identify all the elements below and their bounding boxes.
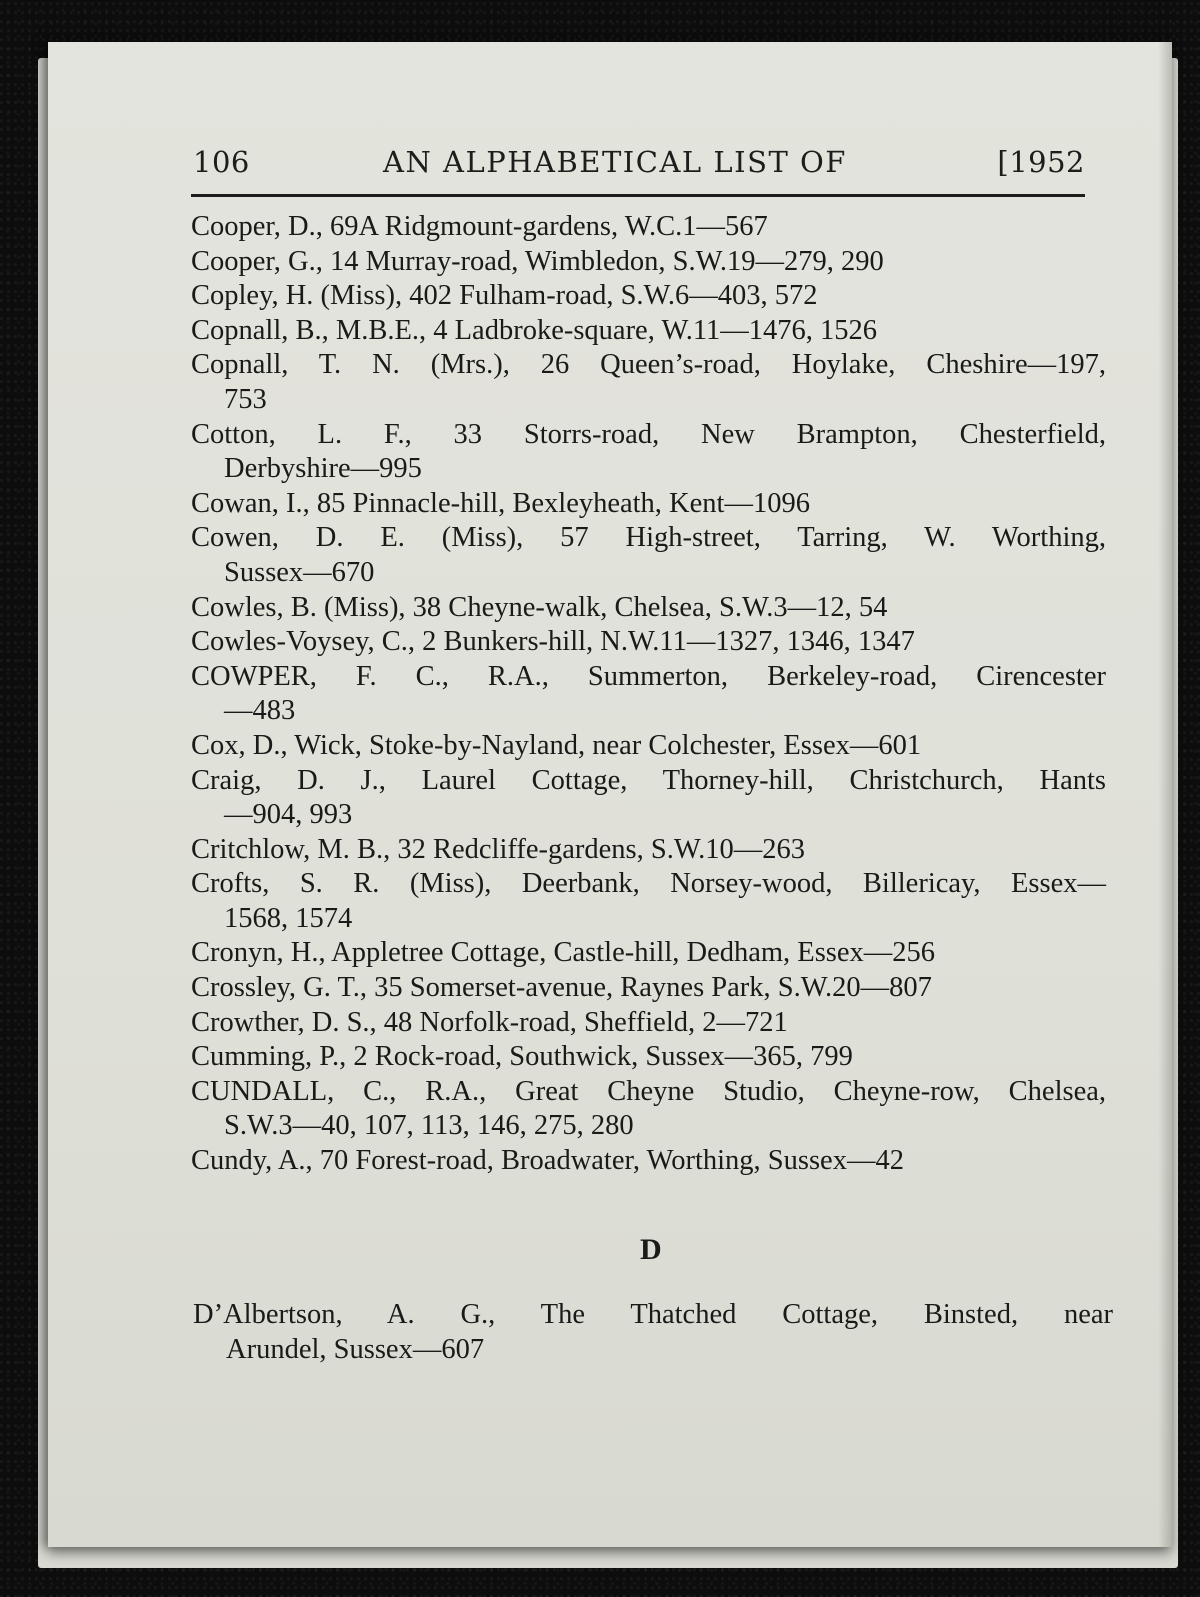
entry-continuation: 1568, 1574 — [224, 902, 353, 934]
entry-continuation: Sussex—670 — [224, 556, 375, 588]
entry-line: Craig, D. J., Laurel Cottage, Thorney-hill, Christchurch, Hants — [191, 764, 1106, 796]
entry-line: Cowles, B. (Miss), 38 Cheyne-walk, Chelsea, S.W.3—12, 54 — [191, 591, 888, 623]
running-title: AN ALPHABETICAL LIST OF — [383, 145, 847, 179]
list-entry — [191, 1006, 1106, 1041]
section-heading: D — [640, 1233, 662, 1266]
entry-line: CUNDALL, C., R.A., Great Cheyne Studio, Cheyne-row, Chelsea, — [191, 1075, 1106, 1107]
entry-line: Critchlow, M. B., 32 Redcliffe-gardens, S.W.10—263 — [191, 833, 806, 865]
entry-continuation: —904, 993 — [224, 799, 353, 831]
list-entry — [191, 279, 1106, 314]
list-entry — [191, 487, 1106, 522]
entry-line: Cowles-Voysey, C., 2 Bunkers-hill, N.W.11—1327, 1346, 1347 — [191, 626, 915, 658]
entry-line: Cotton, L. F., 33 Storrs-road, New Brampton, Chesterfield, — [191, 418, 1106, 450]
list-entry — [191, 591, 1106, 626]
entry-continuation: 753 — [224, 383, 267, 415]
list-entry — [191, 833, 1106, 868]
list-entry — [191, 210, 1106, 245]
entry-line: Cooper, G., 14 Murray-road, Wimbledon, S.W.19—279, 290 — [191, 245, 884, 277]
entry-line: D’Albertson, A. G., The Thatched Cottage, Binsted, near — [193, 1299, 1113, 1330]
entry-line: Crofts, S. R. (Miss), Deerbank, Norsey-wood, Billericay, Essex— — [191, 868, 1106, 900]
entry-line: Crossley, G. T., 35 Somerset-avenue, Raynes Park, S.W.20—807 — [191, 972, 932, 1004]
list-entry — [191, 971, 1106, 1006]
entry-continuation: —483 — [224, 695, 296, 727]
list-entry — [191, 867, 1106, 936]
entry-continuation: Derbyshire—995 — [224, 453, 422, 485]
running-header — [193, 145, 1085, 185]
list-entry — [191, 418, 1106, 487]
entry-continuation: Arundel, Sussex—607 — [226, 1333, 485, 1365]
list-entry — [191, 1075, 1106, 1144]
list-entry — [191, 1040, 1106, 1075]
entry-line: Crowther, D. S., 48 Norfolk-road, Sheffield, 2—721 — [191, 1006, 788, 1038]
list-entry — [191, 1144, 1106, 1179]
entry-list-d — [193, 1298, 1113, 1367]
entry-line: Cowen, D. E. (Miss), 57 High-street, Tarring, W. Worthing, — [191, 522, 1106, 554]
header-rule — [191, 194, 1085, 197]
entry-line: Cox, D., Wick, Stoke-by-Nayland, near Colchester, Essex—601 — [191, 729, 922, 761]
entry-line: Cowan, I., 85 Pinnacle-hill, Bexleyheath, Kent—1096 — [191, 487, 810, 519]
entry-line: Copley, H. (Miss), 402 Fulham-road, S.W.6—403, 572 — [191, 280, 818, 312]
list-entry — [191, 764, 1106, 833]
list-entry — [191, 936, 1106, 971]
list-entry — [191, 729, 1106, 764]
entry-line: Cundy, A., 70 Forest-road, Broadwater, Worthing, Sussex—42 — [191, 1145, 904, 1177]
entry-continuation: S.W.3—40, 107, 113, 146, 275, 280 — [224, 1110, 634, 1142]
entry-line: Cumming, P., 2 Rock-road, Southwick, Sussex—365, 799 — [191, 1041, 853, 1073]
page-number: 106 — [193, 145, 250, 179]
list-entry — [193, 1298, 1113, 1367]
list-entry — [191, 625, 1106, 660]
entry-list — [191, 210, 1106, 1179]
header-year: [1952 — [997, 145, 1085, 179]
list-entry — [191, 348, 1106, 417]
list-entry — [191, 245, 1106, 280]
entry-line: Copnall, B., M.B.E., 4 Ladbroke-square, W.11—1476, 1526 — [191, 314, 878, 346]
entry-line: Copnall, T. N. (Mrs.), 26 Queen’s-road, Hoylake, Cheshire—197, — [191, 349, 1106, 381]
entry-line: Cronyn, H., Appletree Cottage, Castle-hill, Dedham, Essex—256 — [191, 937, 936, 969]
entry-line: Cooper, D., 69A Ridgmount-gardens, W.C.1—567 — [191, 211, 768, 242]
list-entry — [191, 314, 1106, 349]
list-entry — [191, 660, 1106, 729]
entry-line: COWPER, F. C., R.A., Summerton, Berkeley-road, Cirencester — [191, 660, 1106, 692]
list-entry — [191, 521, 1106, 590]
